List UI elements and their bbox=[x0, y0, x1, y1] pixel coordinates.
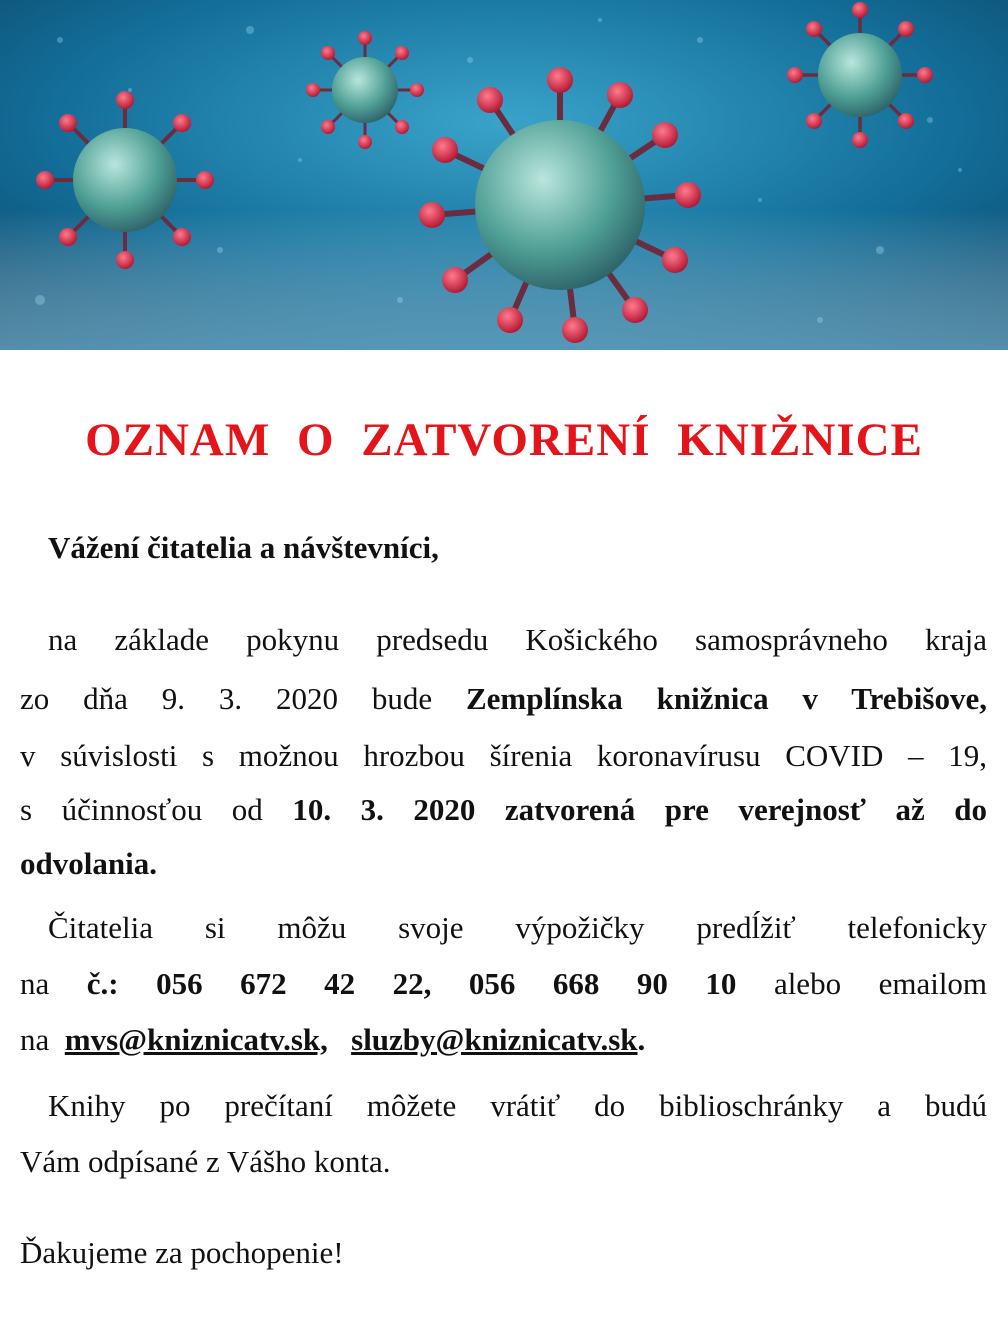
phone-number-1: č.: 056 672 42 22, bbox=[86, 966, 432, 1001]
phone-number-2: 056 668 90 10 bbox=[468, 966, 737, 1001]
email-link-sluzby[interactable]: sluzby@kniznicatv.sk bbox=[351, 1022, 638, 1057]
virus-banner-image bbox=[0, 0, 1008, 350]
paragraph-1-line-5: odvolania. bbox=[20, 846, 157, 881]
paragraph-3-line-1: Knihy po prečítaní môžete vrátiť do biblioschránky a budú bbox=[48, 1088, 987, 1123]
paragraph-2-line-2: na č.: 056 672 42 22, 056 668 90 10 alebo emailom bbox=[20, 966, 988, 1001]
paragraph-1-line-4: s účinnosťou od 10. 3. 2020 zatvorená pre verejnosť až do bbox=[20, 792, 988, 827]
email-link-mvs[interactable]: mvs@kniznicatv.sk, bbox=[64, 1022, 328, 1057]
paragraph-2-line-1: Čitatelia si môžu svoje výpožičky predĺžiť telefonicky bbox=[48, 910, 987, 945]
page-title: OZNAM O ZATVORENÍ KNIŽNICE bbox=[85, 414, 923, 466]
paragraph-1-line-1: na základe pokynu predsedu Košického samosprávneho kraja bbox=[48, 622, 987, 657]
paragraph-1-line-2: zo dňa 9. 3. 2020 bude Zemplínska knižnica v Trebišove, bbox=[20, 681, 987, 716]
greeting: Vážení čitatelia a návštevníci, bbox=[48, 530, 439, 565]
paragraph-2-line-3: na mvs@kniznicatv.sk, sluzby@kniznicatv.sk. bbox=[20, 1022, 646, 1057]
thanks-line: Ďakujeme za pochopenie! bbox=[20, 1235, 344, 1270]
paragraph-1-line-3: v súvislosti s možnou hrozbou šírenia koronavírusu COVID – 19, bbox=[20, 738, 987, 773]
paragraph-3-line-2: Vám odpísané z Vášho konta. bbox=[20, 1144, 391, 1179]
